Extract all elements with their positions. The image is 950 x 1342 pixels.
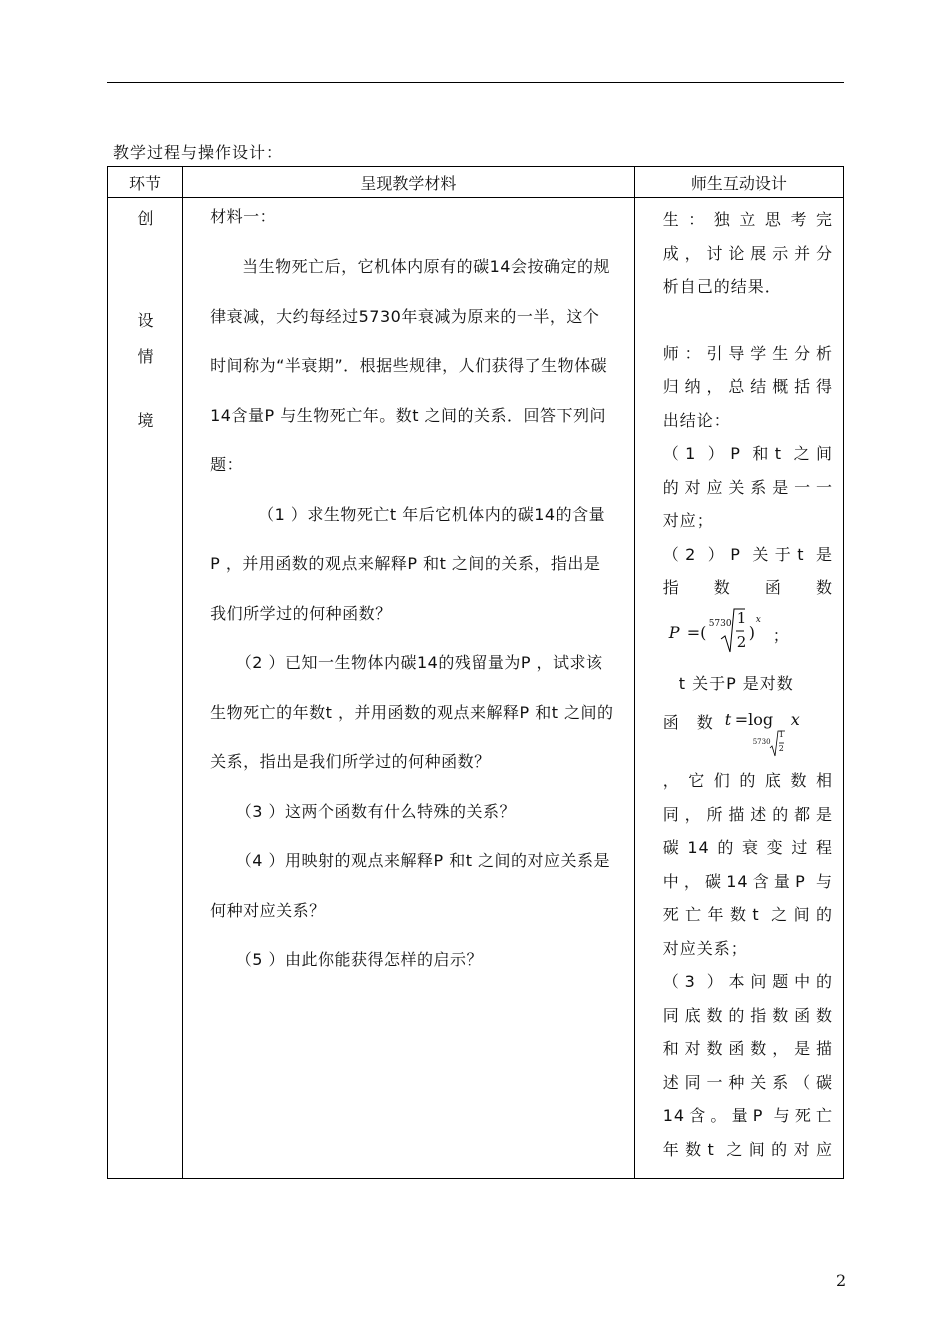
interaction-line: ，它们的底数相 (662, 771, 833, 790)
table-header-row (108, 167, 844, 198)
interaction-line: 析自己的结果． (662, 277, 782, 296)
stage-char: 境 (137, 411, 154, 430)
material-paragraph: 当生物死亡后，它机体内原有的碳14会按确定的规律衰减，大约每经过5730年衰减为原来的一半，这个时间称为“半衰期”．根据些规律，人们获得了生物体碳14含量P 与生物死亡年。数t 之间的关系．回答下列问题： (210, 257, 610, 474)
interaction-line: 归纳，总结概括得 (662, 377, 833, 396)
question-1: （1 ）求生物死亡t 年后它机体内的碳14的含量P ，并用函数的观点来解释P 和t 之间的关系，指出是我们所学过的何种函数？ (210, 504, 606, 623)
interaction-line: 年数t 之间的对应 (662, 1139, 833, 1159)
interaction-line: 师：引导学生分析 (662, 343, 833, 363)
interaction-line: 中，碳14含量P 与 (662, 871, 833, 891)
interaction-line: （1 ）P 和t 之间 (662, 444, 833, 463)
section-heading: 教学过程与操作设计： (113, 143, 284, 162)
question-3: （3 ）这两个函数有什么特殊的关系？ (235, 801, 516, 821)
interaction-line: 的对应关系是一一 (662, 477, 833, 497)
stage-cell (108, 198, 183, 1179)
header-rule (107, 82, 844, 83)
formula-log: =log (734, 710, 774, 729)
root-index: 5730 (708, 618, 732, 629)
interaction-line: 成，讨论展示并分 (662, 243, 833, 263)
question-2: （2 ）已知一生物体内碳14的残留量为P ，试求该生物死亡的年数t ，并用函数的观点来解释P 和t 之间的关系，指出是我们所学过的何种函数？ (210, 653, 614, 771)
interaction-cell (634, 198, 843, 1179)
formula-var: t (724, 710, 732, 729)
interaction-line: 同底数的指数函数 (662, 1005, 833, 1025)
interaction-line: 死亡年数t 之间的 (662, 905, 833, 924)
header-material: 呈现教学材料 (183, 167, 635, 198)
interaction-line: 对应； (662, 511, 714, 530)
formula-var: P (668, 622, 680, 642)
interaction-line: 出结论： (662, 410, 731, 430)
interaction-line: （3 ）本问题中的 (662, 972, 833, 991)
interaction-line: 述同一种关系（碳 (662, 1072, 833, 1092)
header-interaction: 师生互动设计 (634, 167, 843, 198)
fraction-numerator: 1 (778, 730, 784, 739)
question-5: （5 ）由此你能获得怎样的启示？ (235, 950, 483, 969)
interaction-line: 14含。量P 与死亡 (662, 1106, 833, 1125)
logarithm-formula (663, 700, 833, 764)
header-stage: 环节 (108, 167, 183, 198)
page-number: 2 (836, 1271, 847, 1290)
material-cell (183, 198, 635, 1179)
exponential-formula (663, 605, 833, 667)
interaction-line: 生：独立思考完 (662, 210, 833, 229)
interaction-line: 对应关系； (662, 938, 748, 958)
fraction-numerator: 1 (736, 608, 747, 627)
interaction-line: 同，所描述的都是 (662, 804, 833, 824)
question-4: （4 ）用映射的观点来解释P 和t 之间的对应关系是何种对应关系？ (210, 851, 611, 920)
lesson-table (107, 166, 844, 1179)
formula-prefix: 函 数 (662, 713, 714, 732)
formula-tail: ； (772, 625, 789, 645)
interaction-line: 和对数函数，是描 (662, 1039, 833, 1058)
material-title: 材料一： (210, 207, 277, 226)
interaction-line: t 关于P 是对数 (678, 673, 794, 693)
formula-arg: x (790, 710, 800, 729)
stage-char: 创 (137, 209, 154, 228)
fraction-denominator: 2 (778, 744, 784, 753)
interaction-line: （2 ）P 关于t 是 (662, 544, 833, 564)
fraction-denominator: 2 (736, 632, 747, 651)
table-row (108, 198, 844, 1179)
root-index: 5730 (752, 738, 771, 746)
formula-close: ) (748, 622, 755, 642)
interaction-line: 碳14的衰变过程 (662, 838, 833, 857)
interaction-line: 指 数 函 数 (662, 578, 833, 597)
formula-exponent: x (755, 614, 761, 625)
formula-eq: =( (686, 622, 707, 642)
stage-char: 设 (137, 311, 154, 330)
stage-char: 情 (137, 347, 154, 366)
